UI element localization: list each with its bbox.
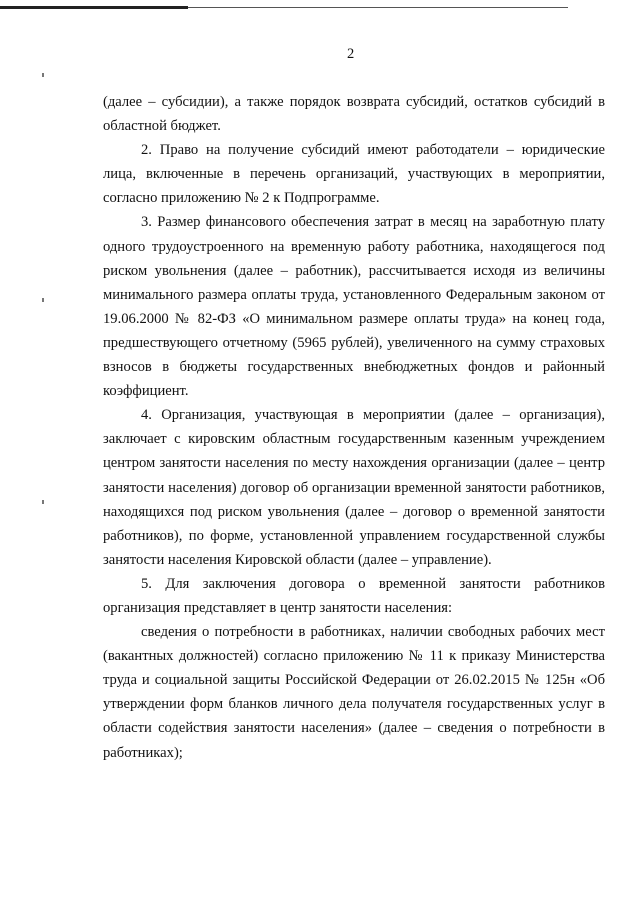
scan-margin-mark bbox=[42, 500, 44, 504]
paragraph-item-3: 3. Размер финансового обеспечения затрат в месяц на заработную плату одного трудоустроенного на временную работу работника, находящегося под риском увольнения (далее – работник), рассчитывается исходя из величины минимального размера оплаты труда, установленного Федеральным законом от 19.06.2000 № 82-ФЗ «О минимальном размере оплаты труда» на конец года, предшествующего отчетному (5965 рублей), увеличенного на сумму страховых взносов в бюджеты государственных внебюджетных фондов и районный коэффициент. bbox=[103, 214, 605, 400]
scan-margin-mark bbox=[42, 73, 44, 77]
paragraph-item-4: 4. Организация, участвующая в мероприятии (далее – организация), заключает с кировским областным государственным казенным учреждением центром занятости населения по месту нахождения организации (далее – центр занятости населения) договор об организации временной занятости работников, находящихся под риском увольнения (далее – договор о временной занятости работников), по форме, установленной управлением государственной службы занятости населения Кировской области (далее – управление). bbox=[103, 407, 605, 568]
document-body bbox=[103, 90, 605, 765]
top-border-line bbox=[188, 7, 568, 8]
paragraph-item-5: 5. Для заключения договора о временной занятости работников организация представляет в центр занятости населения: bbox=[103, 575, 605, 616]
top-border-rule bbox=[0, 6, 188, 9]
paragraph-continuation: (далее – субсидии), а также порядок возврата субсидий, остатков субсидий в областной бюджет. bbox=[103, 94, 605, 135]
scan-margin-mark bbox=[42, 298, 44, 302]
paragraph-item-5-details: сведения о потребности в работниках, наличии свободных рабочих мест (вакантных должностей) согласно приложению № 11 к приказу Министерства труда и социальной защиты Российской Федерации от 26.02.2015 № 125н «Об утверждении форм бланков личного дела получателя государственных услуг в области содействия занятости населения» (далее – сведения о потребности в работниках); bbox=[103, 624, 605, 761]
paragraph-item-2: 2. Право на получение субсидий имеют работодатели – юридические лица, включенные в перечень организаций, участвующих в мероприятии, согласно приложению № 2 к Подпрограмме. bbox=[103, 142, 605, 207]
page-number: 2 bbox=[347, 46, 355, 62]
